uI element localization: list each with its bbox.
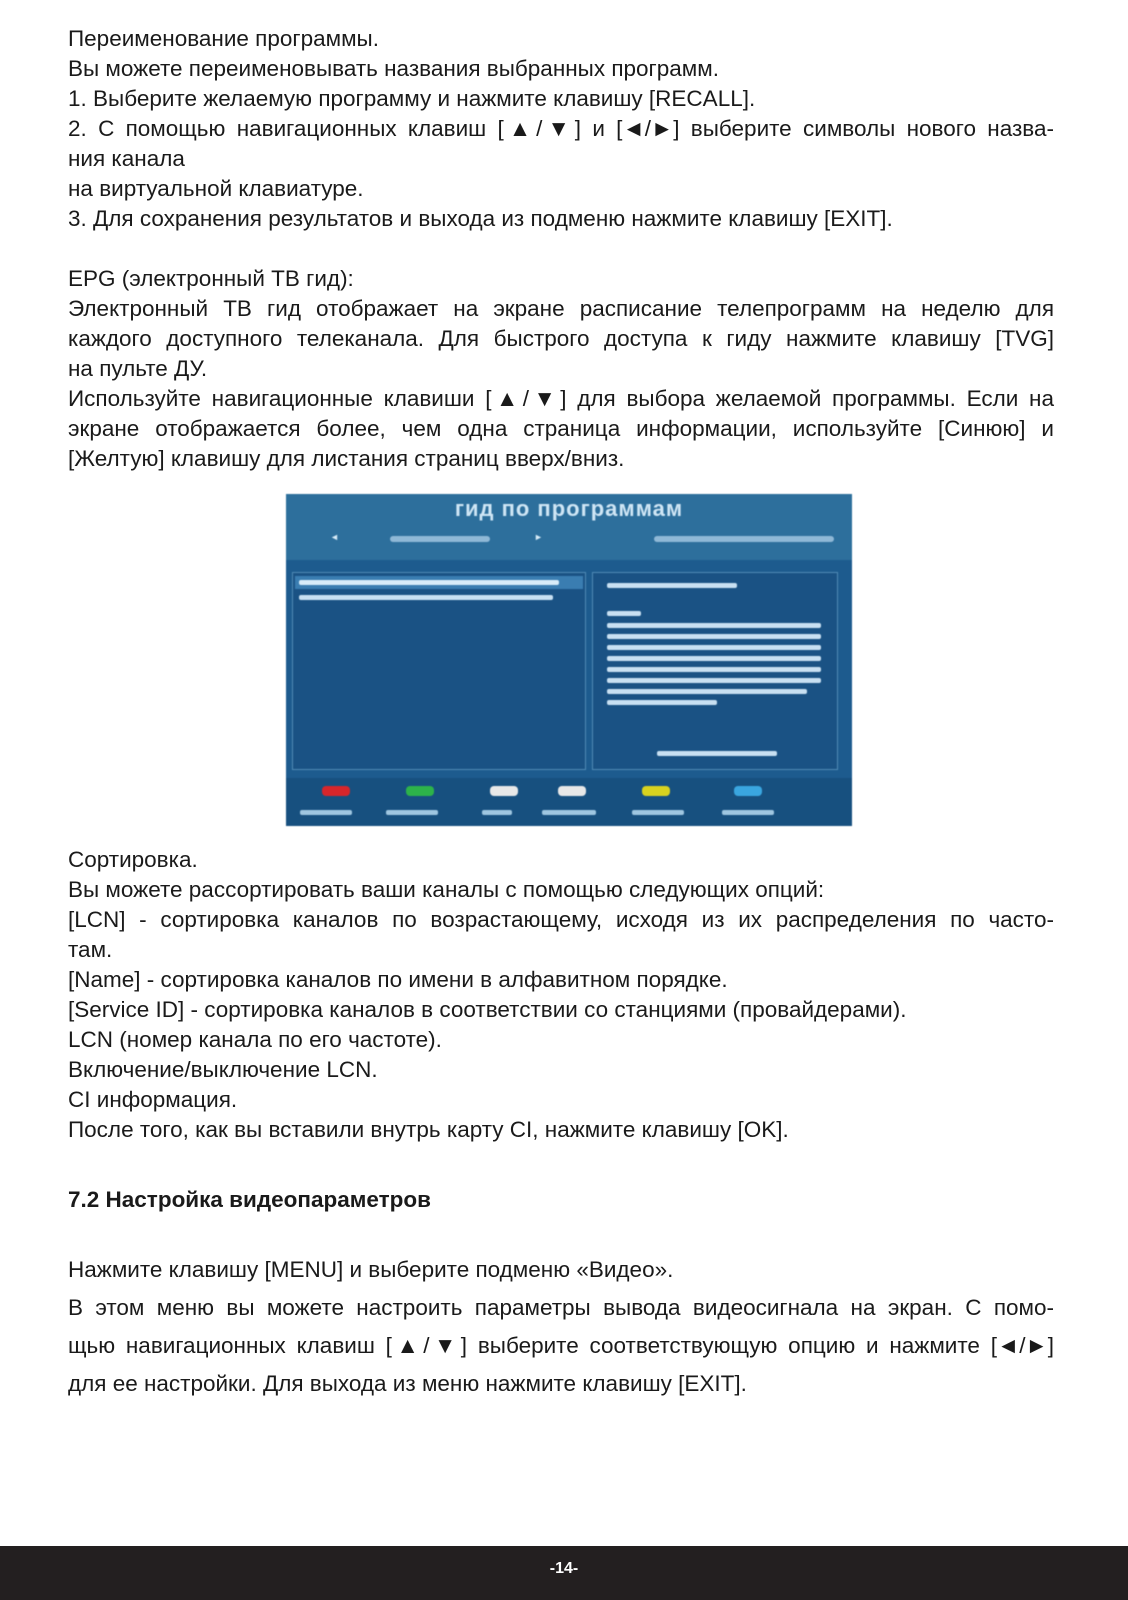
- ci-text: После того, как вы вставили внутрь карту CI, нажмите клавишу [OK].: [68, 1117, 789, 1142]
- blue-button-icon: [734, 786, 762, 796]
- yellow-button-icon: [642, 786, 670, 796]
- sort-service-id: [Service ID] - сортировка каналов в соответствии со станциями (провайдерами).: [68, 997, 907, 1022]
- sort-lcn: [LCN] - сортировка каналов по возрастающему, исходя из их распределения по часто-: [68, 907, 1054, 932]
- rename-step-2-cont: ния канала: [68, 146, 185, 171]
- epg-program-list: [292, 572, 586, 770]
- video-p2-line-1: В этом меню вы можете настроить параметры вывода видеосигнала на экран. С помо-: [68, 1295, 1054, 1320]
- rename-title: Переименование программы.: [68, 26, 379, 51]
- video-settings-heading: 7.2 Настройка видеопараметров: [68, 1187, 431, 1212]
- rename-step-3: 3. Для сохранения результатов и выхода из подменю нажмите клавишу [EXIT].: [68, 206, 893, 231]
- right-arrow-icon: ►: [534, 532, 543, 542]
- lcn-number: LCN (номер канала по его частоте).: [68, 1027, 442, 1052]
- white-button-icon: [490, 786, 518, 796]
- channel-name-placeholder: [390, 536, 490, 542]
- page-content-lower: [68, 845, 1054, 1403]
- epg-button-icon: [558, 786, 586, 796]
- video-p2-line-2: щью навигационных клавиш [▲/▼] выберите соответствующую опцию и нажмите [◄/►]: [68, 1333, 1054, 1358]
- epg-screen-header: [286, 494, 852, 560]
- epg-paragraph-1-line-2: каждого доступного телеканала. Для быстрого доступа к гиду нажмите клавишу [TVG]: [68, 326, 1054, 351]
- page-content: [68, 24, 1054, 474]
- sort-lcn-cont: там.: [68, 937, 113, 962]
- rename-intro: Вы можете переименовывать названия выбранных программ.: [68, 56, 719, 81]
- list-item: [295, 591, 583, 604]
- sort-name: [Name] - сортировка каналов по имени в алфавитном порядке.: [68, 967, 728, 992]
- page-number: -14-: [549, 1560, 579, 1577]
- epg-paragraph-2-line-3: [Желтую] клавишу для листания страниц вверх/вниз.: [68, 446, 625, 471]
- rename-step-2: 2. С помощью навигационных клавиш [▲/▼] и [◄/►] выберите символы нового назва-: [68, 116, 1054, 141]
- epg-screen-title: гид по программам: [454, 496, 684, 521]
- footer-bar: [0, 1546, 1128, 1600]
- red-button-icon: [322, 786, 350, 796]
- epg-title: EPG (электронный ТВ гид):: [68, 266, 354, 291]
- epg-paragraph-1-line-1: Электронный ТВ гид отображает на экране расписание телепрограмм на неделю для: [68, 296, 1054, 321]
- video-p1: Нажмите клавишу [MENU] и выберите подменю «Видео».: [68, 1257, 674, 1282]
- list-item: [295, 576, 583, 589]
- rename-step-2-cont2: на виртуальной клавиатуре.: [68, 176, 364, 201]
- date-placeholder: [654, 536, 834, 542]
- epg-paragraph-2-line-1: Используйте навигационные клавиши [▲/▼] для выбора желаемой программы. Если на: [68, 386, 1054, 411]
- page-indicator-placeholder: [657, 751, 777, 756]
- sort-intro: Вы можете рассортировать ваши каналы с помощью следующих опций:: [68, 877, 825, 902]
- left-arrow-icon: ◄: [330, 532, 339, 542]
- rename-step-1: 1. Выберите желаемую программу и нажмите клавишу [RECALL].: [68, 86, 756, 111]
- epg-paragraph-1-line-3: на пульте ДУ.: [68, 356, 208, 381]
- epg-paragraph-2-line-2: экране отображается более, чем одна страница информации, используйте [Синюю] и: [68, 416, 1054, 441]
- sort-title: Сортировка.: [68, 847, 198, 872]
- lcn-toggle: Включение/выключение LCN.: [68, 1057, 378, 1082]
- green-button-icon: [406, 786, 434, 796]
- ci-title: CI информация.: [68, 1087, 238, 1112]
- epg-info-panel: [592, 572, 838, 770]
- epg-screen-footer: [286, 778, 852, 826]
- epg-screenshot: [286, 494, 852, 826]
- video-p2-line-3: для ее настройки. Для выхода из меню нажмите клавишу [EXIT].: [68, 1371, 747, 1396]
